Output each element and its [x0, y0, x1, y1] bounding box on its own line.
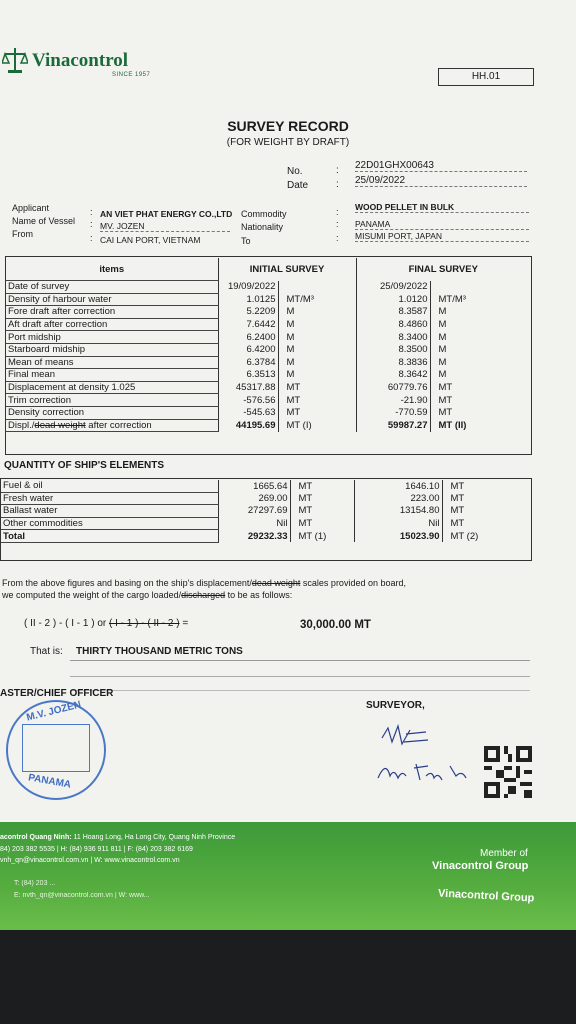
- cargo-weight-result: 30,000.00 MT: [300, 619, 371, 631]
- row-label: Aft draft after correction: [6, 318, 218, 331]
- initial-value: 6.2400: [218, 331, 278, 344]
- col-items: items: [6, 258, 218, 281]
- applicant-value: AN VIET PHAT ENERGY CO.,LTD: [100, 209, 233, 219]
- row-label: Date of survey: [6, 281, 218, 294]
- survey-row: [6, 318, 530, 331]
- survey-row: [6, 343, 530, 356]
- no-colon: :: [336, 165, 339, 176]
- conclusion-line-2: we computed the weight of the cargo loaded/discharged to be as follows:: [2, 590, 293, 600]
- row-label: Trim correction: [6, 394, 218, 407]
- to-value: MISUMI PORT, JAPAN: [355, 231, 529, 242]
- document-title: SURVEY RECORD: [227, 118, 349, 134]
- initial-unit: MT: [278, 381, 356, 394]
- survey-row: [6, 369, 530, 382]
- initial-value: 7.6442: [218, 318, 278, 331]
- survey-row: [6, 394, 530, 407]
- initial-value: 1.0125: [218, 293, 278, 306]
- applicant-label: Applicant: [12, 203, 50, 213]
- total-final: 15023.90: [354, 530, 442, 543]
- row-label: Starboard midship: [6, 343, 218, 356]
- final-value: 13154.80: [354, 505, 442, 518]
- final-unit: MT: [438, 394, 453, 406]
- surveyor-label: SURVEYOR,: [366, 700, 425, 711]
- initial-unit: M: [278, 343, 356, 356]
- initial-value: -576.56: [218, 394, 278, 407]
- footer-band: [0, 822, 576, 930]
- footer-email-secondary: E: nvth_qn@vinacontrol.com.vn | W: www...: [14, 892, 150, 899]
- initial-unit: M: [278, 331, 356, 344]
- row-label: Final mean: [6, 369, 218, 382]
- words-value: THIRTY THOUSAND METRIC TONS: [76, 646, 243, 657]
- initial-unit: M: [278, 369, 356, 382]
- final-unit: M: [438, 369, 447, 381]
- final-value: 25/09/2022: [356, 281, 430, 294]
- date-label: Date: [287, 180, 309, 191]
- initial-value: -545.63: [218, 406, 278, 419]
- commodity-value: WOOD PELLET IN BULK: [355, 202, 529, 213]
- survey-row: [6, 406, 530, 419]
- final-value: 8.3836: [356, 356, 430, 369]
- row-label: Fuel & oil: [1, 480, 218, 492]
- total-initial-unit: MT (1): [290, 530, 354, 543]
- final-unit: MT: [450, 492, 465, 504]
- final-value: 1.0120: [356, 293, 430, 306]
- row-label: Other commodities: [1, 517, 218, 530]
- commodity-colon: :: [336, 207, 339, 217]
- blank-line-2: [70, 690, 530, 691]
- conclusion-line-1: From the above figures and basing on the ship's displacement/dead weight scales provided on board,: [2, 578, 406, 588]
- date-colon: :: [336, 179, 339, 190]
- elements-row: [1, 505, 530, 518]
- applicant-colon: :: [90, 207, 93, 217]
- final-unit: [430, 281, 530, 294]
- stamp-inner-box: [22, 724, 90, 772]
- no-label: No.: [287, 166, 303, 177]
- final-unit: MT: [438, 382, 453, 394]
- footer-phone-secondary: T: (84) 203 ...: [14, 880, 56, 887]
- initial-value: 1665.64: [218, 480, 290, 492]
- to-label: To: [241, 236, 251, 246]
- initial-unit: MT: [290, 480, 354, 492]
- initial-value: 6.4200: [218, 343, 278, 356]
- footer-email: vnh_qn@vinacontrol.com.vn | W: www.vinacontrol.com.vn: [0, 857, 180, 864]
- total-initial: 29232.33: [218, 530, 290, 543]
- from-colon: :: [90, 233, 93, 243]
- footer-address: acontrol Quang Ninh: 11 Hoang Long, Ha Long City, Quang Ninh Province: [0, 834, 236, 841]
- final-unit: MT: [450, 480, 465, 492]
- survey-row: [6, 281, 530, 294]
- surveyor-signature: [376, 720, 476, 790]
- final-value: -21.90: [356, 394, 430, 407]
- col-initial: INITIAL SURVEY: [218, 258, 356, 281]
- row-label: Density correction: [6, 406, 218, 419]
- final-unit: M: [438, 331, 447, 343]
- initial-value: 44195.69: [218, 419, 278, 432]
- vessel-colon: :: [90, 219, 93, 229]
- words-label: That is:: [30, 646, 63, 657]
- elements-total-row: [1, 530, 530, 543]
- survey-table-header: [6, 258, 530, 281]
- initial-unit: MT (I): [278, 419, 356, 432]
- from-value: CAI LAN PORT, VIETNAM: [100, 235, 201, 245]
- elements-heading: QUANTITY OF SHIP'S ELEMENTS: [4, 460, 164, 471]
- initial-unit: M: [278, 318, 356, 331]
- row-label: Density of harbour water: [6, 293, 218, 306]
- survey-row: [6, 356, 530, 369]
- row-label: Displ./dead weight after correction: [6, 419, 218, 432]
- initial-value: 19/09/2022: [218, 281, 278, 294]
- final-unit: MT (II): [438, 419, 467, 431]
- stamp-bottom-text: PANAMA: [27, 772, 72, 791]
- initial-value: 269.00: [218, 492, 290, 505]
- document-subtitle: (FOR WEIGHT BY DRAFT): [226, 137, 350, 148]
- final-value: 8.3500: [356, 343, 430, 356]
- final-unit: M: [438, 306, 447, 318]
- final-value: 59987.27: [356, 419, 430, 432]
- vessel-label: Name of Vessel: [12, 216, 76, 226]
- elements-row: [1, 517, 530, 530]
- nationality-colon: :: [336, 219, 339, 229]
- row-label: Fore draft after correction: [6, 306, 218, 319]
- final-value: 8.3587: [356, 306, 430, 319]
- total-final-unit: MT (2): [450, 530, 479, 542]
- initial-unit: M: [278, 356, 356, 369]
- initial-unit: MT: [278, 406, 356, 419]
- vessel-value: MV. JOZEN: [100, 221, 230, 232]
- initial-value: 45317.88: [218, 381, 278, 394]
- initial-value: 27297.69: [218, 505, 290, 518]
- initial-value: Nil: [218, 517, 290, 530]
- final-unit: M: [438, 356, 447, 368]
- col-final: FINAL SURVEY: [408, 263, 478, 275]
- total-label: Total: [1, 530, 218, 543]
- brand-name: Vinacontrol: [32, 50, 129, 71]
- final-unit: MT/M³: [438, 293, 466, 305]
- vessel-stamp: [6, 700, 106, 800]
- initial-value: 5.2209: [218, 306, 278, 319]
- no-value: 22D01GHX00643: [355, 160, 527, 172]
- date-value: 25/09/2022: [355, 175, 527, 187]
- elements-table: [1, 480, 530, 543]
- initial-value: 6.3784: [218, 356, 278, 369]
- nationality-label: Nationality: [241, 222, 284, 232]
- member-group-secondary: Vinacontrol Group: [437, 887, 535, 905]
- elements-row: [1, 492, 530, 505]
- initial-unit: MT: [290, 505, 354, 518]
- vinacontrol-logo-icon: [2, 46, 28, 74]
- displacement-after-correction-row: [6, 419, 530, 432]
- elements-row: [1, 480, 530, 492]
- row-label: Displacement at density 1.025: [6, 381, 218, 394]
- stamp-top-text: M.V. JOZEN: [25, 699, 83, 724]
- commodity-label: Commodity: [241, 209, 287, 219]
- final-value: 223.00: [354, 492, 442, 505]
- initial-unit: [278, 281, 356, 294]
- from-label: From: [12, 229, 33, 239]
- final-unit: M: [438, 344, 447, 356]
- final-unit: MT: [438, 407, 453, 419]
- qr-code-icon: [484, 746, 532, 798]
- blank-line: [70, 676, 530, 677]
- final-unit: M: [438, 319, 447, 331]
- final-value: 8.4860: [356, 318, 430, 331]
- final-unit: MT: [450, 505, 465, 517]
- to-colon: :: [336, 233, 339, 243]
- brand-since: SINCE 1957: [112, 72, 151, 78]
- final-value: Nil: [354, 517, 442, 530]
- words-underline: [70, 660, 530, 661]
- final-value: 1646.10: [354, 480, 442, 492]
- member-of-label: Member of: [480, 848, 528, 859]
- final-value: -770.59: [356, 406, 430, 419]
- initial-unit: MT: [278, 394, 356, 407]
- survey-table: [6, 258, 530, 432]
- survey-row: [6, 306, 530, 319]
- final-value: 8.3400: [356, 331, 430, 344]
- survey-row: [6, 293, 530, 306]
- row-label: Mean of means: [6, 356, 218, 369]
- final-value: 60779.76: [356, 381, 430, 394]
- initial-unit: MT: [290, 492, 354, 505]
- initial-unit: M: [278, 306, 356, 319]
- member-group: Vinacontrol Group: [432, 860, 529, 872]
- survey-row: [6, 381, 530, 394]
- footer-phone: 84) 203 382 5535 | H: (84) 936 911 811 | F: (84) 203 382 6169: [0, 846, 193, 853]
- form-number: HH.01: [438, 68, 534, 86]
- initial-value: 6.3513: [218, 369, 278, 382]
- row-label: Ballast water: [1, 505, 218, 518]
- final-unit: MT: [450, 518, 465, 530]
- chief-officer-label: ASTER/CHIEF OFFICER: [0, 688, 114, 699]
- initial-unit: MT: [290, 517, 354, 530]
- background-shadow: [0, 930, 576, 1024]
- final-value: 8.3642: [356, 369, 430, 382]
- row-label: Port midship: [6, 331, 218, 344]
- row-label: Fresh water: [1, 492, 218, 505]
- formula: ( II - 2 ) - ( I - 1 ) or ( I - 1 ) - ( II - 2 ) =: [24, 618, 189, 629]
- initial-unit: MT/M³: [278, 293, 356, 306]
- nationality-value: PANAMA: [355, 219, 529, 230]
- survey-row: [6, 331, 530, 344]
